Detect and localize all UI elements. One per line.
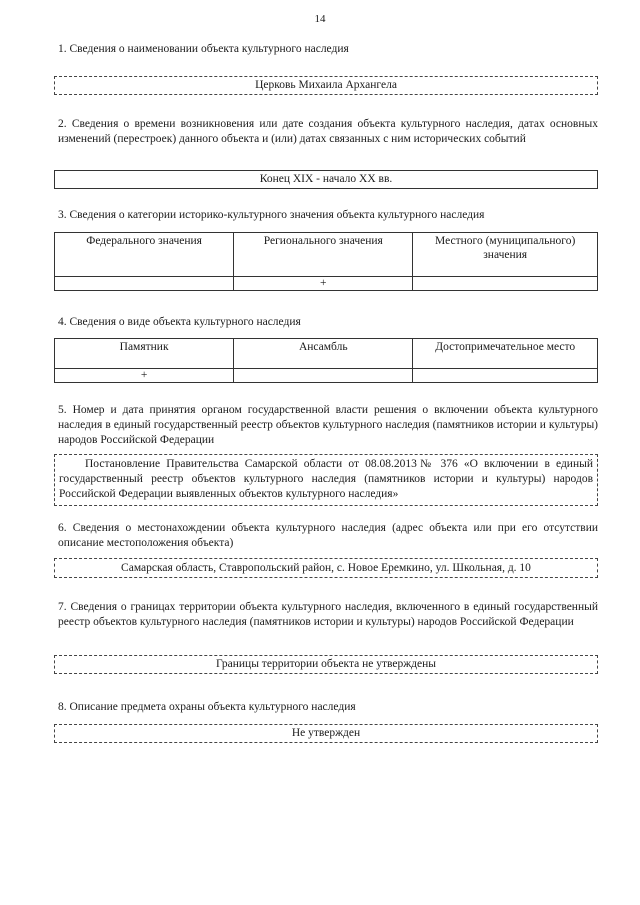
category-regional-header: Регионального значения — [234, 233, 413, 277]
category-local-header: Местного (муниципального) значения — [413, 233, 598, 277]
type-monument-mark: + — [55, 369, 234, 383]
section-1-value: Церковь Михаила Архангела — [54, 76, 598, 95]
type-table — [54, 338, 598, 383]
section-7-heading: 7. Сведения о границах территории объекта культурного наследия, включенного в единый государственный реестр объектов культурного наследия (памятников истории и культуры) народов Российской Федерации — [58, 601, 598, 628]
section-2-heading: 2. Сведения о времени возникновения или дате создания объекта культурного наследия, датах основных изменений (перестроек) данного объекта и (или) датах связанных с ним исторических событий — [58, 118, 598, 145]
category-local-mark — [413, 277, 598, 291]
section-6-value: Самарская область, Ставропольский район, с. Новое Еремкино, ул. Школьная, д. 10 — [54, 558, 598, 578]
section-5-value: Постановление Правительства Самарской области от 08.08.2013№ 376 «О включении в единый государственный реестр объектов культурного наследия (памятников истории и культуры) народов Российской Федерации выявленных объектов культурного наследия» — [54, 454, 598, 506]
section-8-heading: 8. Описание предмета охраны объекта культурного наследия — [58, 701, 356, 713]
section-8-value: Не утвержден — [54, 724, 598, 743]
category-regional-mark: + — [234, 277, 413, 291]
section-2-value: Конец XIX - начало XX вв. — [54, 170, 598, 189]
category-federal-mark — [55, 277, 234, 291]
type-landmark-mark — [413, 369, 598, 383]
type-monument-header: Памятник — [55, 339, 234, 369]
section-5-heading: 5. Номер и дата принятия органом государственной власти решения о включении объекта культурного наследия в единый государственный реестр объектов культурного наследия (памятников истории и культуры) народов Российской Федерации — [58, 404, 598, 446]
section-3-heading: 3. Сведения о категории историко-культурного значения объекта культурного наследия — [58, 209, 485, 221]
section-7-value: Границы территории объекта не утверждены — [54, 655, 598, 674]
section-1-heading: 1. Сведения о наименовании объекта культурного наследия — [58, 43, 349, 55]
category-table — [54, 232, 598, 291]
type-ensemble-mark — [234, 369, 413, 383]
page-number: 14 — [314, 13, 326, 25]
section-4-heading: 4. Сведения о виде объекта культурного наследия — [58, 316, 301, 328]
type-ensemble-header: Ансамбль — [234, 339, 413, 369]
type-landmark-header: Достопримечательное место — [413, 339, 598, 369]
category-federal-header: Федерального значения — [55, 233, 234, 277]
section-6-heading: 6. Сведения о местонахождении объекта культурного наследия (адрес объекта или при его отсутствии описание местоположения объекта) — [58, 522, 598, 549]
